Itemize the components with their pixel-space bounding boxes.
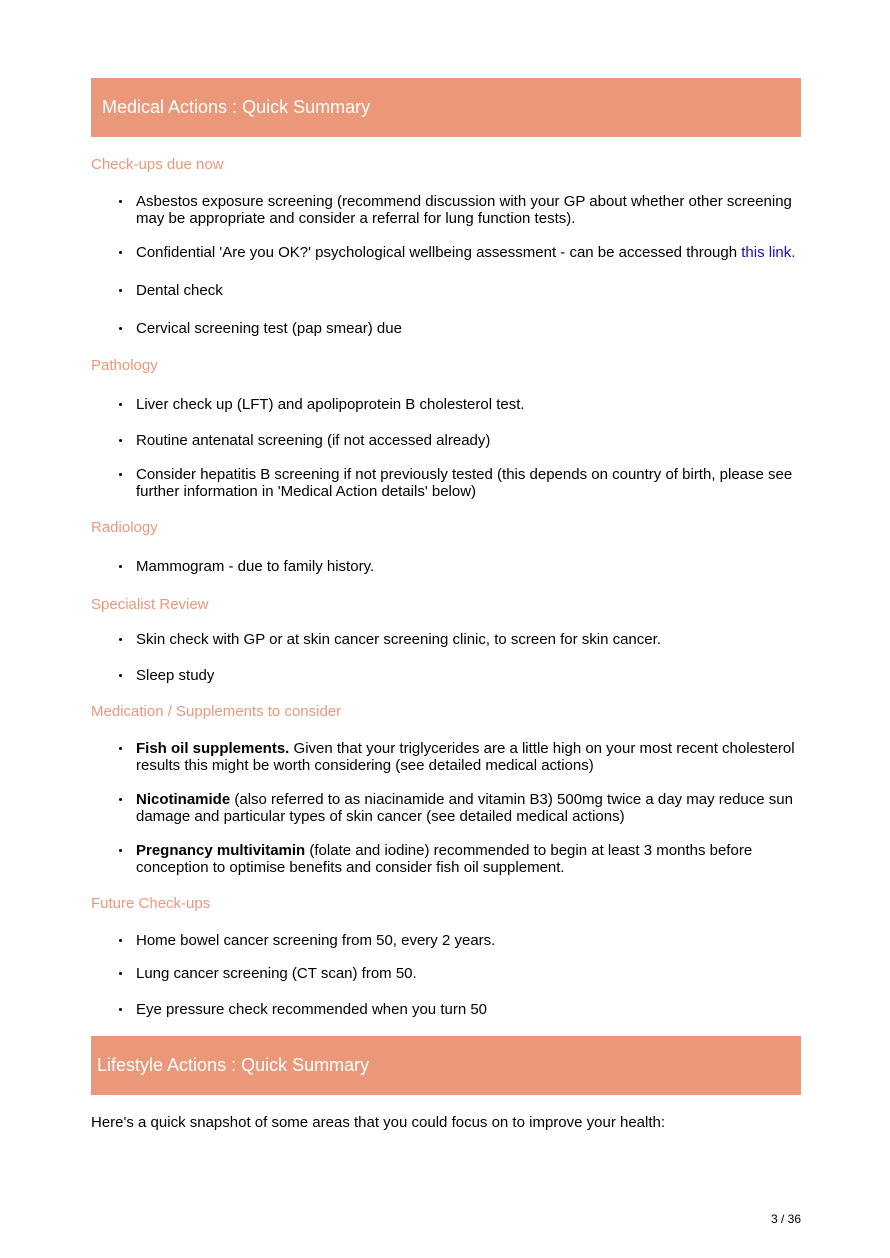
list-item: Sleep study <box>118 667 808 684</box>
list-item: Nicotinamide (also referred to as niacinamide and vitamin B3) 500mg twice a day may reduce sun damage and particular types of skin cancer (see detailed medical actions) <box>118 791 808 825</box>
lifestyle-actions-title: Lifestyle Actions : Quick Summary <box>97 1055 370 1075</box>
list-item: Mammogram - due to family history. <box>118 558 808 575</box>
section-heading-specialist-review: Specialist Review <box>91 596 209 613</box>
list-item: Cervical screening test (pap smear) due <box>118 320 808 337</box>
list-item: Dental check <box>118 282 808 299</box>
wellbeing-assessment-link[interactable]: this link. <box>741 244 796 261</box>
section-heading-future-checkups: Future Check-ups <box>91 895 211 912</box>
section-heading-pathology: Pathology <box>91 357 158 374</box>
list-item: Routine antenatal screening (if not accessed already) <box>118 432 808 449</box>
list-item: Consider hepatitis B screening if not previously tested (this depends on country of birth, please see further information in 'Medical Action details' below) <box>118 466 808 500</box>
list-item: Skin check with GP or at skin cancer screening clinic, to screen for skin cancer. <box>118 631 808 648</box>
medical-actions-title: Medical Actions : Quick Summary <box>102 97 371 117</box>
list-item: Fish oil supplements. Given that your triglycerides are a little high on your most recent cholesterol results this might be worth considering (see detailed medical actions) <box>118 740 808 774</box>
medical-actions-banner <box>91 78 801 137</box>
list-item: Eye pressure check recommended when you turn 50 <box>118 1001 808 1018</box>
page-number: 3 / 36 <box>770 1212 801 1226</box>
list-item: Lung cancer screening (CT scan) from 50. <box>118 965 808 982</box>
section-heading-medication-supplements: Medication / Supplements to consider <box>91 703 342 720</box>
list-item: Confidential 'Are you OK?' psychological wellbeing assessment - can be accessed through this link. <box>118 244 808 261</box>
section-heading-checkups-due: Check-ups due now <box>91 156 224 173</box>
list-item: Liver check up (LFT) and apolipoprotein B cholesterol test. <box>118 396 808 413</box>
lifestyle-intro-text: Here's a quick snapshot of some areas that you could focus on to improve your health: <box>91 1114 666 1131</box>
section-heading-radiology: Radiology <box>91 519 158 536</box>
lifestyle-actions-banner <box>91 1036 801 1095</box>
list-item: Home bowel cancer screening from 50, every 2 years. <box>118 932 808 949</box>
list-item: Pregnancy multivitamin (folate and iodine) recommended to begin at least 3 months before conception to optimise benefits and consider fish oil supplement. <box>118 842 808 876</box>
list-item: Asbestos exposure screening (recommend discussion with your GP about whether other screening may be appropriate and consider a referral for lung function tests). <box>118 193 808 227</box>
